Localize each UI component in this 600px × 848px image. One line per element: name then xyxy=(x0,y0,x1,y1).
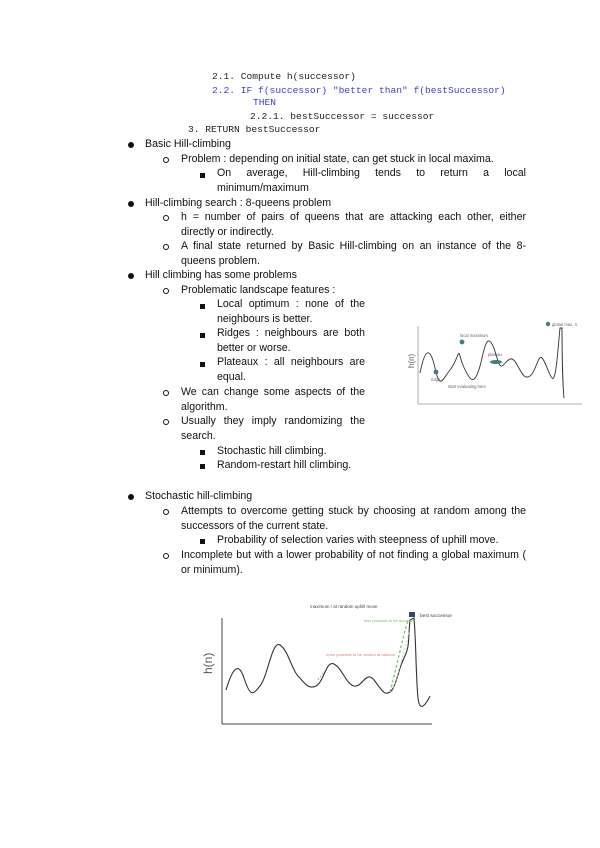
pseudocode-then: THEN xyxy=(253,97,277,108)
stochastic-incomplete: Incomplete but with a lower probability of not finding a global maximum ( or minimum). xyxy=(181,549,526,576)
bullet-circle-icon xyxy=(163,215,169,221)
fig1-plateau-mark xyxy=(490,360,502,364)
problems-heading: Hill climbing has some problems xyxy=(145,269,297,281)
fig2-best-marker xyxy=(409,612,415,617)
fig2-title: maximum / at random uphill move xyxy=(310,604,378,609)
bullet-dot-icon xyxy=(128,201,134,207)
plateaux-item: Plateaux : all neighbours are equal. xyxy=(217,356,365,383)
bullet-circle-icon xyxy=(163,509,169,515)
randomizing-search: Usually they imply randomizing the search. xyxy=(181,415,365,442)
fig1-plateau-label: plateau xyxy=(488,352,502,357)
queens-heading: Hill-climbing search : 8-queens problem xyxy=(145,197,332,209)
bullet-circle-icon xyxy=(163,157,169,163)
bullet-circle-icon xyxy=(163,244,169,250)
local-optimum-item: Local optimum : none of the neighbours is better. xyxy=(217,298,365,325)
ridges-item: Ridges : neighbours are both better or worse. xyxy=(217,327,365,354)
stochastic-attempts: Attempts to overcome getting stuck by choosing at random among the successors of the current state. xyxy=(181,505,526,532)
bullet-square-icon xyxy=(200,450,205,455)
fig1-ridge-dot xyxy=(434,370,439,375)
bullet-square-icon xyxy=(200,464,205,469)
bullet-circle-icon xyxy=(163,288,169,294)
bullet-dot-icon xyxy=(128,142,134,148)
pseudocode-line-2-2: 2.2. IF f(successor) "better than" f(bestSuccessor) xyxy=(212,85,506,96)
bullet-dot-icon xyxy=(128,273,134,279)
landscape-features: Problematic landscape features : xyxy=(181,284,336,296)
fig2-less-label: less probable to be accepted xyxy=(364,618,416,623)
bullet-square-icon xyxy=(200,304,205,309)
fig1-local-max-dot xyxy=(460,340,465,345)
bullet-circle-icon xyxy=(163,390,169,396)
fig1-global-label: global max, n xyxy=(552,322,577,327)
stochastic-item: Stochastic hill climbing. xyxy=(217,445,327,457)
fig2-landscape-curve xyxy=(226,618,430,706)
fig1-ylabel: h(n) xyxy=(407,353,416,368)
bullet-square-icon xyxy=(200,362,205,367)
landscape-figure xyxy=(400,318,584,408)
change-aspects: We can change some aspects of the algorithm. xyxy=(181,386,365,413)
fig1-global-dot xyxy=(546,322,550,326)
fig2-best-label: best successor xyxy=(420,614,452,619)
fig1-start-label: start evaluating here xyxy=(448,384,486,389)
stochastic-heading: Stochastic hill-climbing xyxy=(145,490,253,502)
bullet-square-icon xyxy=(200,173,205,178)
bullet-dot-icon xyxy=(128,494,134,500)
random-restart-item: Random-restart hill climbing. xyxy=(217,459,352,471)
basic-hill-climbing-heading: Basic Hill-climbing xyxy=(145,138,231,150)
pseudocode-line-2-1: 2.1. Compute h(successor) xyxy=(212,71,356,82)
fig2-ylabel: h(n) xyxy=(201,652,215,674)
queens-final-state: A final state returned by Basic Hill-climbing on an instance of the 8-queens problem. xyxy=(181,240,526,267)
fig2-more-label: more probable to be chosen at random xyxy=(326,652,395,657)
bullet-square-icon xyxy=(200,333,205,338)
pseudocode-line-3: 3. RETURN bestSuccessor xyxy=(188,124,321,135)
bullet-circle-icon xyxy=(163,419,169,425)
bullet-circle-icon xyxy=(163,553,169,559)
fig1-local-max-label: local maximum xyxy=(460,333,488,338)
stochastic-probability: Probability of selection varies with steepness of uphill move. xyxy=(217,534,499,546)
fig2-green-path-light xyxy=(392,630,410,692)
pseudocode-line-2-2-1: 2.2.1. bestSuccessor = successor xyxy=(250,111,435,122)
queens-h-definition: h = number of pairs of queens that are attacking each other, either directly or indirectly. xyxy=(181,211,526,238)
basic-problem: Problem : depending on initial state, can get stuck in local maxima. xyxy=(181,153,494,165)
bullet-square-icon xyxy=(200,539,205,544)
stochastic-figure xyxy=(190,600,470,730)
fig1-ridge-label: ridge xyxy=(431,377,441,382)
basic-average: On average, Hill-climbing tends to return a local minimum/maximum xyxy=(217,167,526,194)
